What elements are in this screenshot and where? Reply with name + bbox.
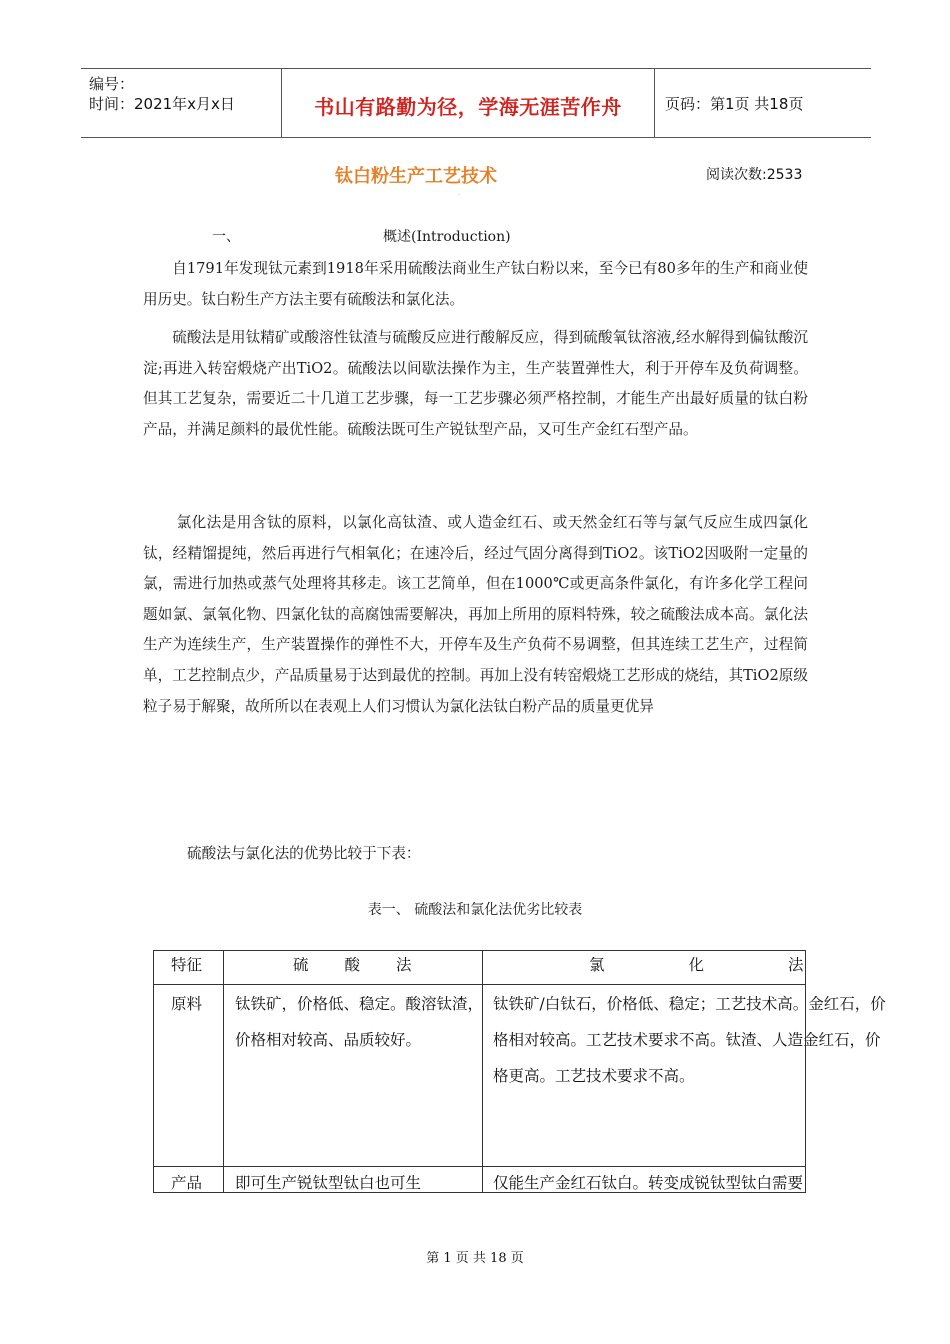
header-motto: 书山有路勤为径，学海无涯苦作舟 <box>314 95 622 119</box>
cell-chloride-raw-material: 钛铁矿/白钛石，价格低、稳定；工艺技术高。金红石，价格相对较高。工艺技术要求不高。钛渣、人造金红石，价格更高。工艺技术要求不高。 <box>493 995 886 1085</box>
page-footer: 第 1 页 共 18 页 <box>426 1251 524 1266</box>
number-label: 编号： <box>89 75 135 93</box>
row-label-product: 产品 <box>171 1174 203 1192</box>
table-border-left <box>153 950 154 1193</box>
decorative-dot: · <box>458 192 460 199</box>
header-middle-cell <box>282 69 655 137</box>
header-feature: 特征 <box>171 956 203 974</box>
paragraph-sulfuric <box>143 323 808 445</box>
header-right-cell <box>655 69 871 137</box>
cell-sulfuric-raw-material: 钛铁矿，价格低、稳定。酸溶钛渣，价格相对较高、品质较好。 <box>235 995 484 1049</box>
time-label: 时间：2021年x月x日 <box>89 95 235 113</box>
table-caption: 表一、 硫酸法和氯化法优劣比较表 <box>367 902 583 918</box>
section-title: 概述(Introduction) <box>383 229 511 245</box>
row-label-raw-material: 原料 <box>171 995 203 1013</box>
header-page-info: 页码：第1页 共18页 <box>665 95 804 113</box>
header-chloride: 氯化法 <box>589 956 888 974</box>
header-left-cell <box>81 69 282 137</box>
header-sulfuric: 硫酸法 <box>293 956 448 974</box>
paragraph-text: 硫酸法是用钛精矿或酸溶性钛渣与硫酸反应进行酸解反应，得到硫酸氧钛溶液,经水解得到偏钛酸沉淀;再进入转窑煅烧产出TiO2。硫酸法以间歇法操作为主，生产装置弹性大，利于开停车及负荷调整。但其工艺复杂，需要近二十几道工艺步骤，每一工艺步骤必须严格控制，才能生产出最好质量的钛白粉产品，并满足颜料的最优性能。硫酸法既可生产锐钛型产品，又可生产金红石型产品。 <box>143 329 808 438</box>
paragraph-text: 氯化法是用含钛的原料，以氯化高钛渣、或人造金红石、或天然金红石等与氯气反应生成四氯化钛，经精馏提纯，然后再进行气相氧化；在速冷后，经过气固分离得到TiO2。该TiO2因吸附一定量的氯，需进行加热或蒸气处理将其移走。该工艺简单，但在1000℃或更高条件氯化，有许多化学工程问题如氯、氯氧化物、四氯化钛的高腐蚀需要解决，再加上所用的原料特殊，较之硫酸法成本高。氯化法生产为连续生产，生产装置操作的弹性不大，开停车及生产负荷不易调整，但其连续工艺生产，过程简单，工艺控制点少，产品质量易于达到最优的控制。再加上没有转窑煅烧工艺形成的烧结，其TiO2原级粒子易于解聚，故所所以在表观上人们习惯认为氯化法钛白粉产品的质量更优异 <box>143 514 808 715</box>
cell-chloride-product: 仅能生产金红石钛白。转变成锐钛型钛白需要 <box>493 1174 804 1192</box>
paragraph-chloride <box>143 508 808 722</box>
read-count: 阅读次数:2533 <box>706 167 803 183</box>
table-header-divider <box>153 984 806 985</box>
comparison-table <box>153 950 888 1193</box>
comparison-intro: 硫酸法与氯化法的优势比较于下表： <box>187 845 421 862</box>
paragraph-text: 自1791年发现钛元素到1918年采用硫酸法商业生产钛白粉以来，至今已有80多年的生产和商业使用历史。钛白粉生产方法主要有硫酸法和氯化法。 <box>143 260 808 308</box>
paragraph-history <box>143 254 808 315</box>
cell-sulfuric-product: 即可生产锐钛型钛白也可生 <box>235 1174 422 1192</box>
document-title: 钛白粉生产工艺技术 <box>335 166 497 187</box>
table-col-divider-1 <box>223 950 224 1193</box>
page-header <box>81 68 871 138</box>
section-number: 一、 <box>212 229 240 245</box>
